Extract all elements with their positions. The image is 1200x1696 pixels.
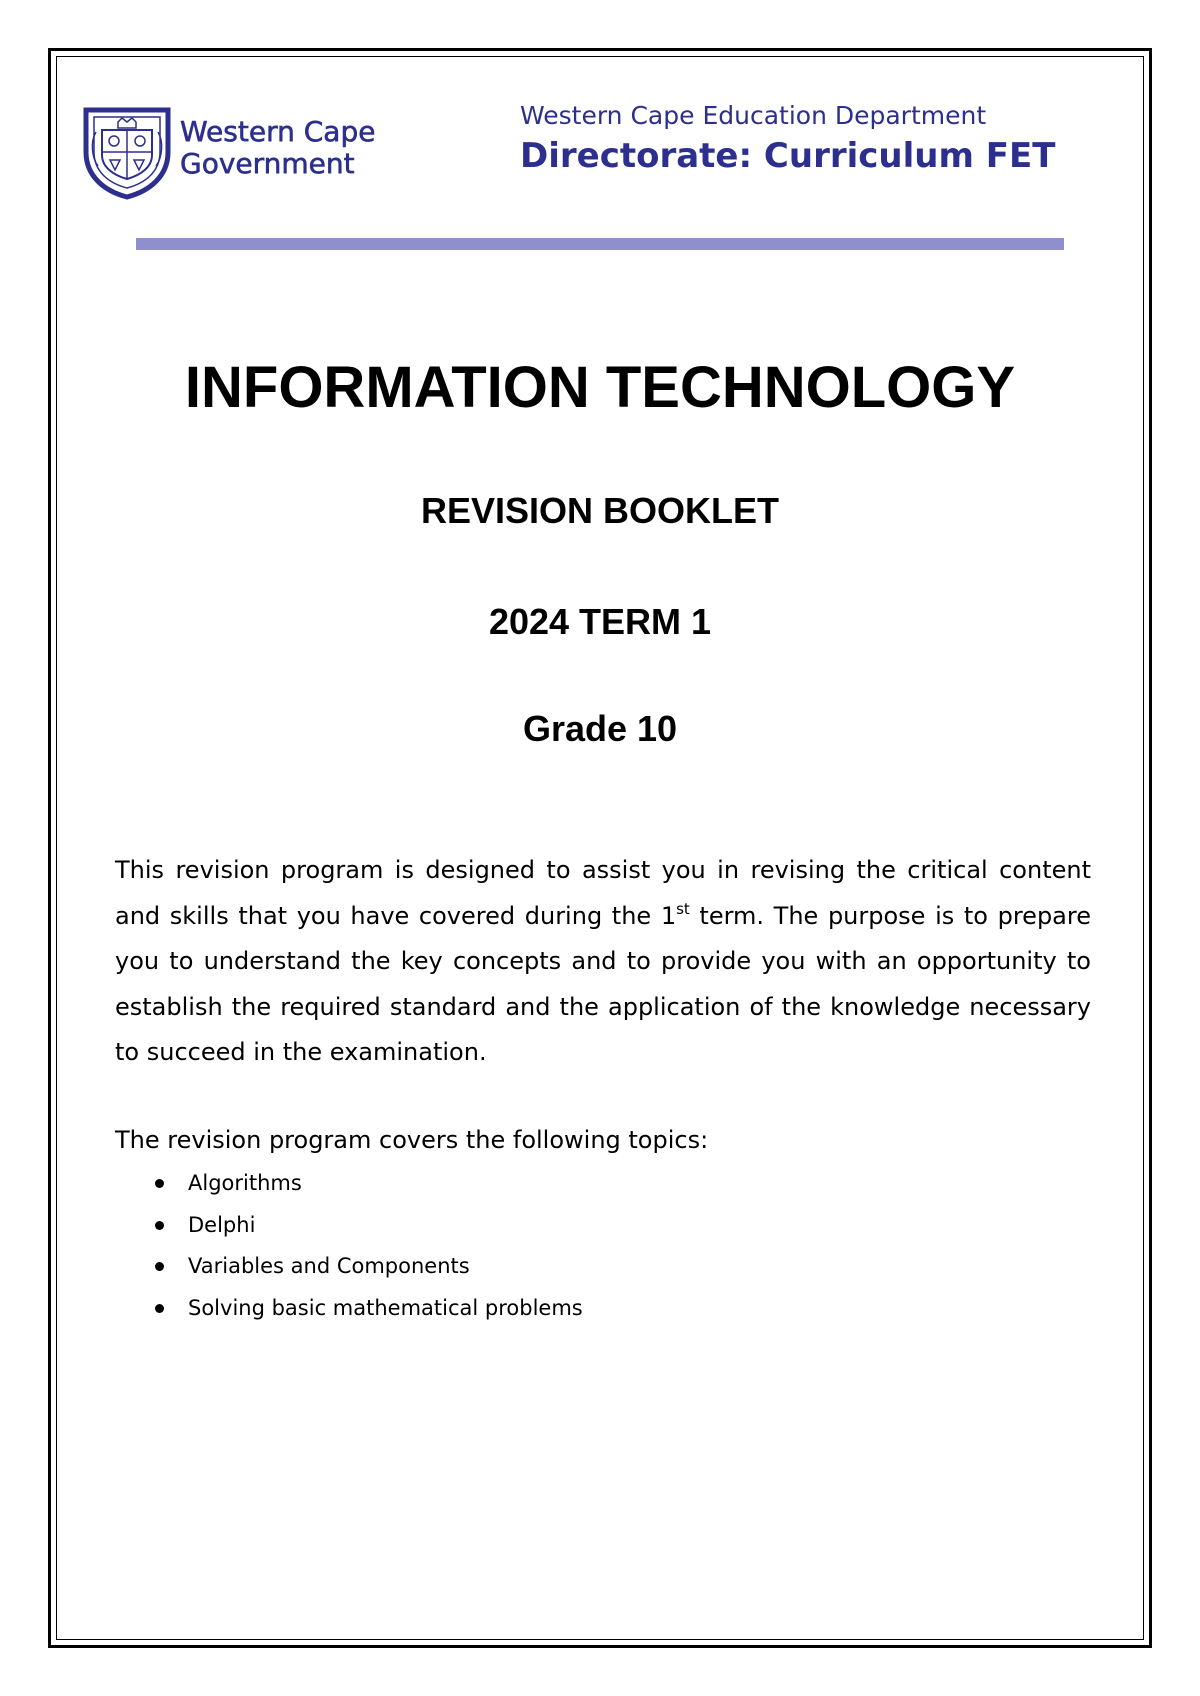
bullet-icon xyxy=(155,1221,164,1230)
topic-label: Algorithms xyxy=(188,1171,302,1195)
document-subtitle: REVISION BOOKLET xyxy=(420,490,780,531)
logo-line-1: Western Cape xyxy=(180,115,376,148)
directorate-name: Directorate: Curriculum FET xyxy=(520,136,1056,176)
document-term: 2024 TERM 1 xyxy=(488,601,712,642)
intro-paragraph xyxy=(115,848,1091,1076)
header-divider xyxy=(136,238,1064,250)
document-grade: Grade 10 xyxy=(522,708,678,749)
document-title: INFORMATION TECHNOLOGY xyxy=(184,355,1016,420)
logo-wordmark xyxy=(180,116,375,180)
coat-of-arms-shield-icon xyxy=(80,100,174,200)
topic-label: Solving basic mathematical problems xyxy=(188,1295,583,1320)
topic-label: Delphi xyxy=(188,1212,256,1237)
western-cape-government-logo xyxy=(80,100,400,200)
intro-text-part-1: This revision program is designed to assist you in revising the critical content and skills that you have covered during the 1 xyxy=(115,856,1091,930)
topics-intro: The revision program covers the following topics: xyxy=(115,1126,709,1154)
topic-label: Variables and Components xyxy=(188,1254,470,1278)
department-heading xyxy=(520,100,1055,178)
bullet-icon xyxy=(155,1179,164,1188)
bullet-icon xyxy=(155,1262,164,1271)
bullet-icon xyxy=(155,1304,164,1313)
department-name: Western Cape Education Department xyxy=(520,101,987,130)
logo-line-2: Government xyxy=(180,147,355,180)
intro-text-part-2: term. The purpose is to prepare you to understand the key concepts and to provide you with an opportunity to establish the required standard and the application of the knowledge necessary to succeed in the examination. xyxy=(115,901,1091,1066)
ordinal-superscript: st xyxy=(676,899,690,918)
